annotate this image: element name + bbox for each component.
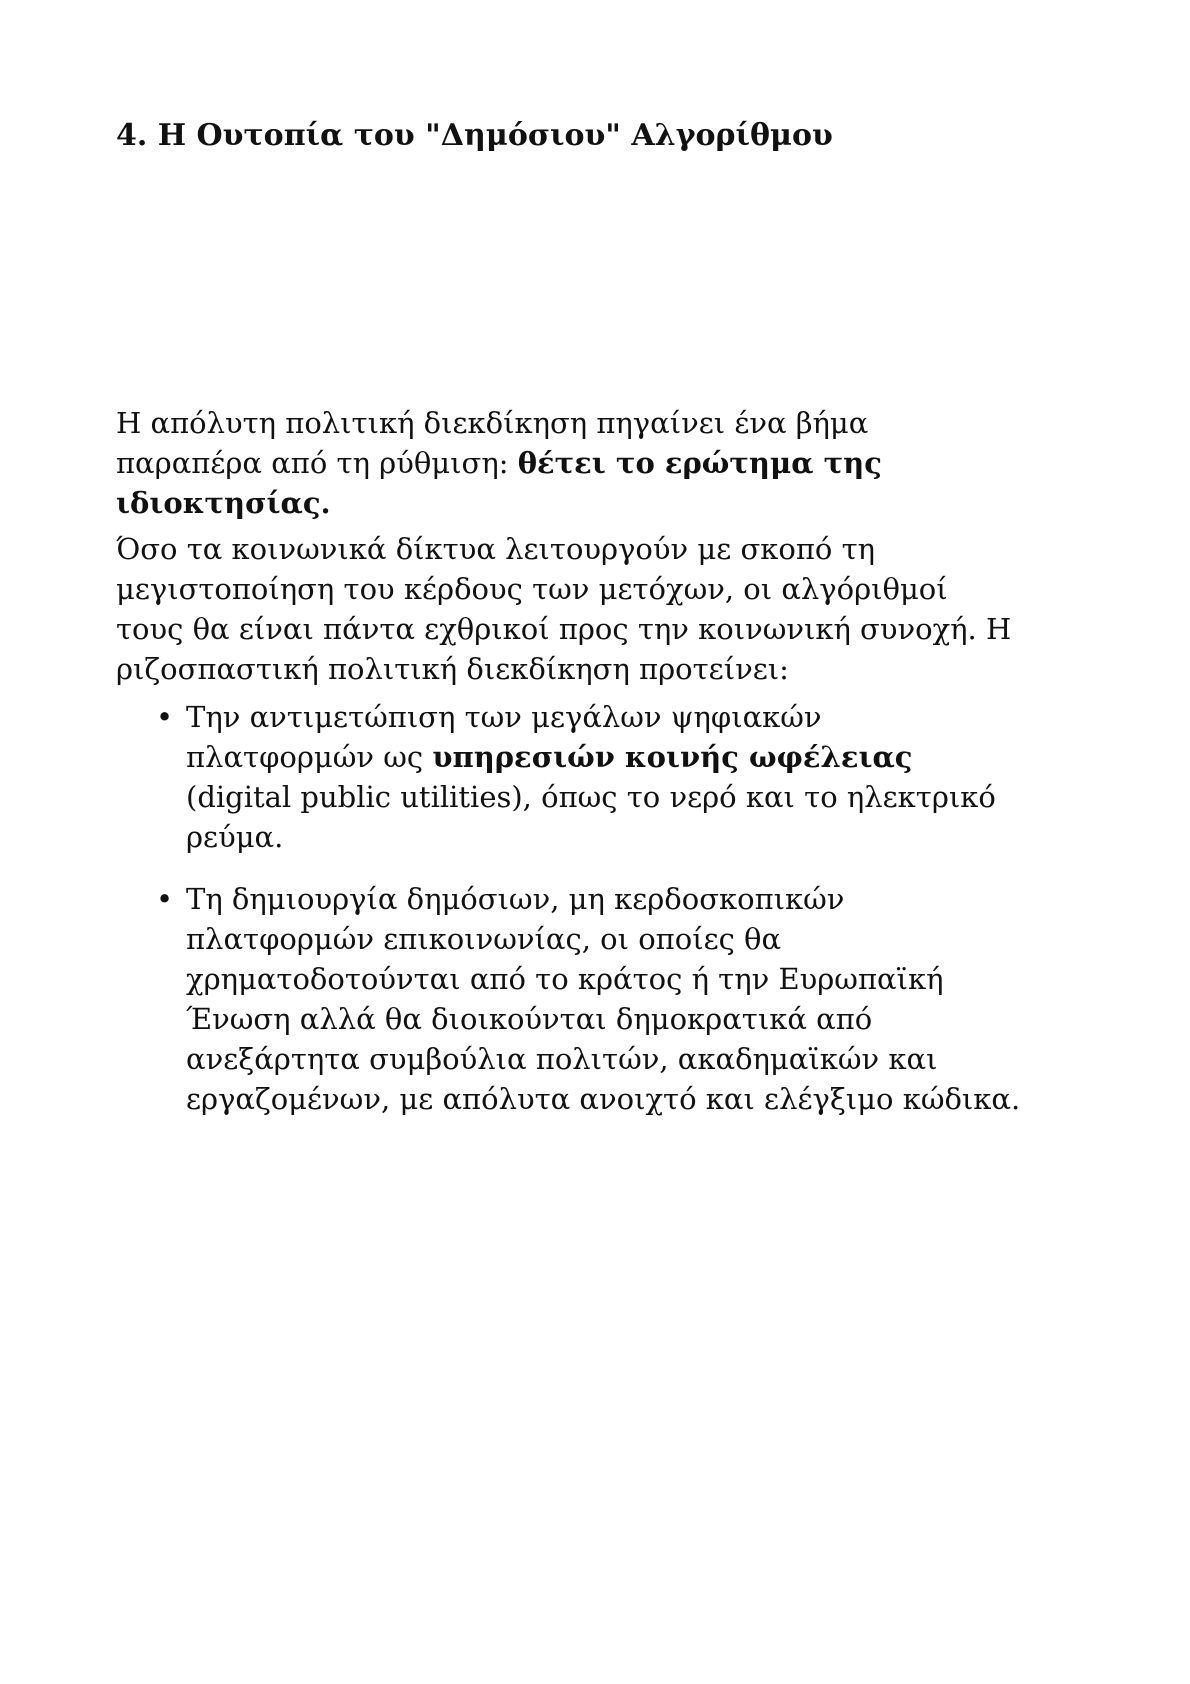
list-item-line (186, 737, 1096, 777)
paragraph-line: τους θα είναι πάντα εχθρικοί προς την κοινωνική συνοχή. Η (116, 612, 1012, 646)
list-item-line: Ένωση αλλά θα διοικούνται δημοκρατικά από (186, 1002, 873, 1036)
list-item-line: πλατφορμών επικοινωνίας, οι οποίες θα (186, 922, 782, 956)
list-item-line: ανεξάρτητα συμβούλια πολιτών, ακαδημαϊκών και (186, 1042, 938, 1076)
paragraph-line (116, 483, 1096, 523)
emphasis-text: θέτει το ερώτημα της (517, 446, 882, 480)
list-item (116, 879, 1096, 1119)
bullet-icon: • (156, 882, 174, 916)
paragraph-line: Όσο τα κοινωνικά δίκτυα λειτουργούν με σκοπό τη (116, 532, 875, 566)
section-heading: 4. Η Ουτοπία του "Δημόσιου" Αλγορίθμου (116, 118, 833, 153)
section-body (116, 403, 1096, 1141)
bullet-icon: • (156, 700, 174, 734)
paragraph-line: Η απόλυτη πολιτική διεκδίκηση πηγαίνει ένα βήμα (116, 406, 869, 440)
list-item-text: πλατφορμών ως (186, 740, 433, 774)
list-item (116, 697, 1096, 857)
list-item-line: Τη δημιουργία δημόσιων, μη κερδοσκοπικών (186, 882, 845, 916)
list-item-line: (digital public utilities), όπως το νερό και το ηλεκτρικό (186, 780, 996, 814)
paragraph-ownership (116, 403, 1096, 523)
paragraph-line: μεγιστοποίηση του κέρδους των μετόχων, οι αλγόριθμοί (116, 572, 948, 606)
list-item-line: εργαζομένων, με απόλυτα ανοιχτό και ελέγξιμο κώδικα. (186, 1082, 1021, 1116)
paragraph-line (116, 443, 1096, 483)
paragraph-line: ριζοσπαστική πολιτική διεκδίκηση προτείνει: (116, 652, 789, 686)
list-item-line: Την αντιμετώπιση των μεγάλων ψηφιακών (186, 700, 822, 734)
list-item-line: ρεύμα. (186, 820, 284, 854)
emphasis-text: υπηρεσιών κοινής ωφέλειας (432, 740, 913, 774)
paragraph-profit (116, 529, 1096, 689)
paragraph-text: παραπέρα από τη ρύθμιση: (116, 446, 518, 480)
emphasis-text: ιδιοκτησίας. (116, 486, 331, 520)
list-item-line: χρηματοδοτούνται από το κράτος ή την Ευρωπαϊκή (186, 962, 944, 996)
proposal-list (116, 697, 1096, 1119)
